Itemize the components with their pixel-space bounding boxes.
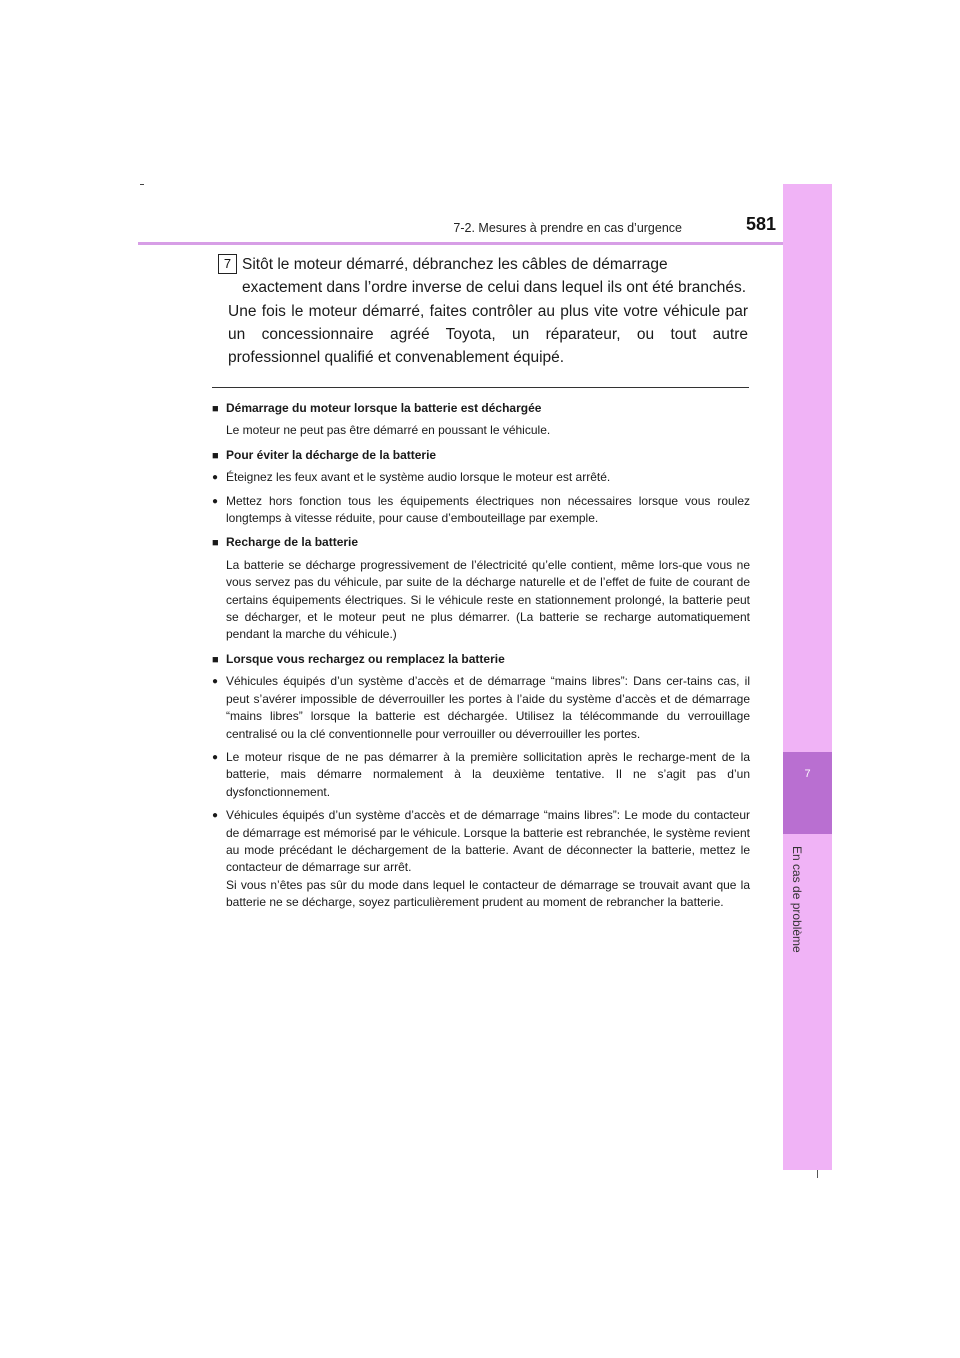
section-title: 7-2. Mesures à prendre en cas d’urgence [453, 221, 682, 235]
list-item [212, 469, 750, 486]
chapter-tab [783, 752, 832, 834]
square-bullet-icon: ■ [212, 449, 219, 462]
header-rule [138, 242, 832, 245]
notes-divider [212, 387, 749, 388]
note-prevent-discharge [212, 447, 750, 528]
note-heading [212, 447, 750, 465]
circle-bullet-icon: ● [212, 751, 219, 763]
note-body: Le moteur ne peut pas être démarré en poussant le véhicule. [226, 423, 551, 438]
square-bullet-icon: ■ [212, 653, 219, 666]
list-item [212, 493, 750, 528]
note-heading-text: Démarrage du moteur lorsque la batterie est déchargée [226, 401, 542, 415]
step-number-badge: 7 [218, 254, 237, 274]
page-number: 581 [745, 214, 776, 234]
step-paragraph: Une fois le moteur démarré, faites contrôler au plus vite votre véhicule par un concessionnaire agréé Toyota, un réparateur, ou tout autre professionnel qualifié et convenablement équipé. [228, 303, 748, 366]
chapter-label: En cas de problème [790, 846, 804, 953]
circle-bullet-icon: ● [212, 676, 219, 688]
circle-bullet-icon: ● [212, 472, 219, 484]
square-bullet-icon: ■ [212, 537, 219, 550]
note-recharge-replace [212, 651, 750, 912]
list-item [212, 807, 750, 911]
list-item-text: Mettez hors fonction tous les équipements électriques non nécessaires lorsque vous roulez longtemps à vitesse réduite, pour cause d’embouteillage par exemple. [226, 493, 750, 526]
circle-bullet-icon: ● [212, 810, 219, 822]
square-bullet-icon: ■ [212, 403, 219, 415]
corner-tick-mark [140, 184, 144, 185]
note-heading-text: Lorsque vous rechargez ou remplacez la batterie [226, 651, 505, 666]
list-item-text: Véhicules équipés d’un système d’accès et de démarrage “mains libres”: Dans cer-tains cas, il peut s’avérer impossible de déverrouiller les portes à l’aide du système d’accès et de démarrage “mains libres” lorsque la batterie est déchargée. Utilisez la télécommande du verrouillage centralisé ou la clé conventionnelle pour verrouiller ou déverrouiller les portes. [226, 674, 750, 741]
list-item [212, 673, 750, 743]
list-item-text: Véhicules équipés d’un système d’accès et de démarrage “mains libres”: Le mode du contacteur de démarrage est mémorisé par le véhicule. Lorsque la batterie est rebranchée, le système revient au mode précédant le déchargement de la batterie. Avant de déconnecter la batterie, mettez le contacteur de démarrage sur arrêt. Si vous n’êtes pas sûr du mode dans lequel le contacteur de démarrage se trouvait avant que la batterie ne se décharge, soyez particulièrement prudent au moment de rebrancher la batterie. [226, 808, 750, 910]
note-battery-discharged [212, 400, 750, 440]
note-body: La batterie se décharge progressivement de l’électricité qu’elle contient, même lors-que vous ne vous servez pas du véhicule, par suite de la décharge naturelle et de l’effet de fuite de courant de certains équipements électriques. Si le véhicule reste en stationnement prolongé, la batterie peut se décharger, et le moteur peut ne plus démarrer. (La batterie se recharge automatiquement pendant la marche du véhicule.) [226, 557, 750, 642]
note-heading-text: Recharge de la batterie [226, 535, 359, 550]
chapter-sidebar [783, 184, 832, 1170]
list-item-text: Éteignez les feux avant et le système audio lorsque le moteur est arrêté. [226, 470, 611, 485]
notes-section [212, 400, 750, 919]
note-heading [212, 534, 750, 552]
list-item-text: Le moteur risque de ne pas démarrer à la première sollicitation après le recharge-ment de la batterie, mais démarre normalement à la deuxième tentative. Il ne s’agit pas d’un dysfonctionnement. [226, 749, 750, 799]
circle-bullet-icon: ● [212, 495, 219, 507]
step-instruction: Sitôt le moteur démarré, débranchez les câbles de démarrage exactement dans l’ordre inverse de celui dans lequel ils ont été branchés. [242, 256, 747, 296]
note-heading [212, 400, 750, 418]
note-heading-text: Pour éviter la décharge de la batterie [226, 447, 437, 462]
list-item [212, 749, 750, 801]
note-heading [212, 651, 750, 669]
note-recharge [212, 534, 750, 643]
sidebar-tick-mark [817, 1170, 818, 1178]
chapter-number: 7 [804, 768, 811, 780]
